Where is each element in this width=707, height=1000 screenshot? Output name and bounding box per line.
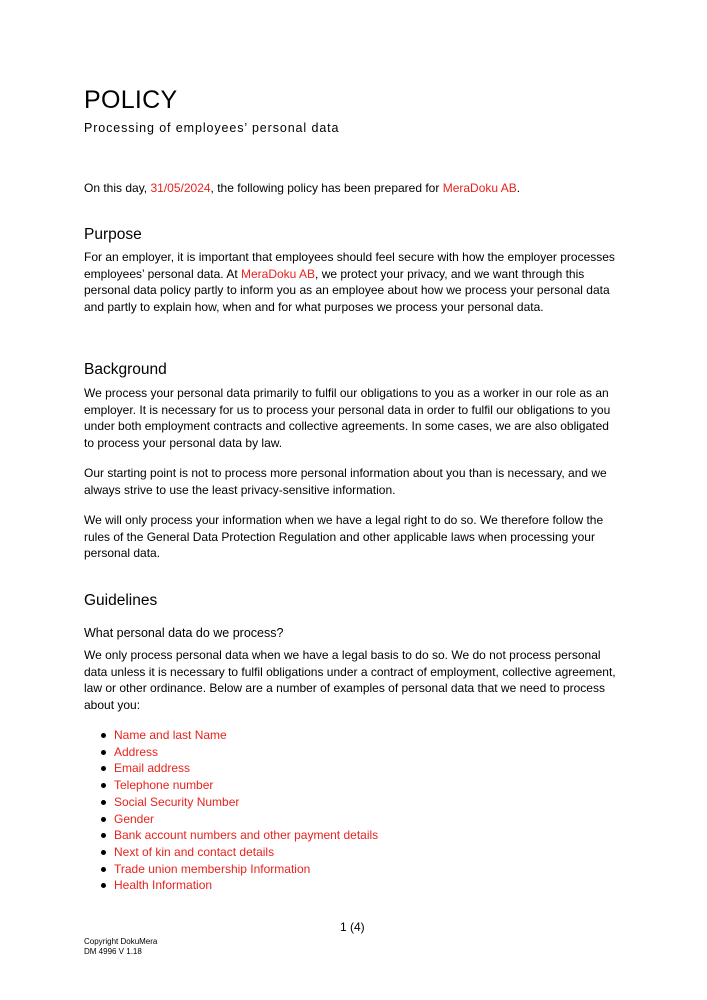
bullet-icon — [101, 817, 106, 822]
page-title: POLICY — [84, 86, 178, 114]
list-item: Social Security Number — [114, 794, 378, 811]
intro-company: MeraDoku AB — [442, 181, 517, 195]
purpose-company: MeraDoku AB — [240, 266, 316, 281]
footer-doc-id: DM 4996 V 1.18 — [84, 947, 142, 956]
page-subtitle: Processing of employees’ personal data — [84, 121, 340, 135]
bullet-icon — [101, 750, 106, 755]
list-item: Gender — [114, 811, 378, 828]
purpose-text-1: For an employer, it is important that employees should feel secure with how the employer processes employees’ personal data. At — [84, 250, 615, 281]
page-number: 1 (4) — [340, 920, 365, 934]
intro-line — [84, 180, 520, 197]
list-item: Next of kin and contact details — [114, 844, 378, 861]
list-item: Email address — [114, 760, 378, 777]
bullet-icon — [101, 850, 106, 855]
personal-data-list — [84, 727, 378, 894]
purpose-text-2: , we protect your privacy, and we want through this personal data policy partly to inform you as an employee about how we process your personal data and partly to explain how, when and for what purposes we process your personal data. — [84, 266, 610, 315]
intro-date: 31/05/2024 — [150, 181, 211, 195]
bullet-icon — [101, 883, 106, 888]
list-item: Address — [114, 744, 378, 761]
background-paragraph-1: We process your personal data primarily to fulfil our obligations to you as a worker in our role as an employer. It is necessary for us to process your personal data in order to fulfil our obligations to you under both employment contracts and collective agreements. In some cases, we are also obligated to process your personal data by law. — [84, 386, 611, 451]
purpose-heading: Purpose — [84, 226, 142, 243]
bullet-icon — [101, 783, 106, 788]
purpose-paragraph — [84, 249, 620, 316]
bullet-icon — [101, 833, 106, 838]
intro-suffix: . — [516, 181, 521, 195]
intro-prefix: On this day, — [84, 181, 151, 195]
background-paragraph-2: Our starting point is not to process more personal information about you than is necessary, and we always strive to use the least privacy-sensitive information. — [84, 466, 607, 497]
list-item: Telephone number — [114, 777, 378, 794]
list-item: Name and last Name — [114, 727, 378, 744]
guidelines-heading: Guidelines — [84, 592, 158, 609]
bullet-icon — [101, 733, 106, 738]
guidelines-subheading: What personal data do we process? — [84, 626, 284, 640]
footer-copyright: Copyright DokuMera — [84, 937, 158, 946]
list-item: Health Information — [114, 877, 378, 894]
intro-middle: , the following policy has been prepared for — [210, 181, 443, 195]
background-heading: Background — [84, 361, 167, 378]
list-item: Bank account numbers and other payment details — [114, 827, 378, 844]
bullet-icon — [101, 766, 106, 771]
list-item: Trade union membership Information — [114, 861, 378, 878]
bullet-icon — [101, 800, 106, 805]
guidelines-paragraph: We only process personal data when we have a legal basis to do so. We do not process personal data unless it is necessary to fulfil obligations under a contract of employment, collective agreement, law or other ordinance. Below are a number of examples of personal data that we need to process about you: — [84, 648, 616, 713]
bullet-icon — [101, 867, 106, 872]
background-paragraph-3: We will only process your information when we have a legal right to do so. We therefore follow the rules of the General Data Protection Regulation and other applicable laws when processing your personal data. — [84, 513, 604, 561]
footer — [84, 937, 157, 957]
